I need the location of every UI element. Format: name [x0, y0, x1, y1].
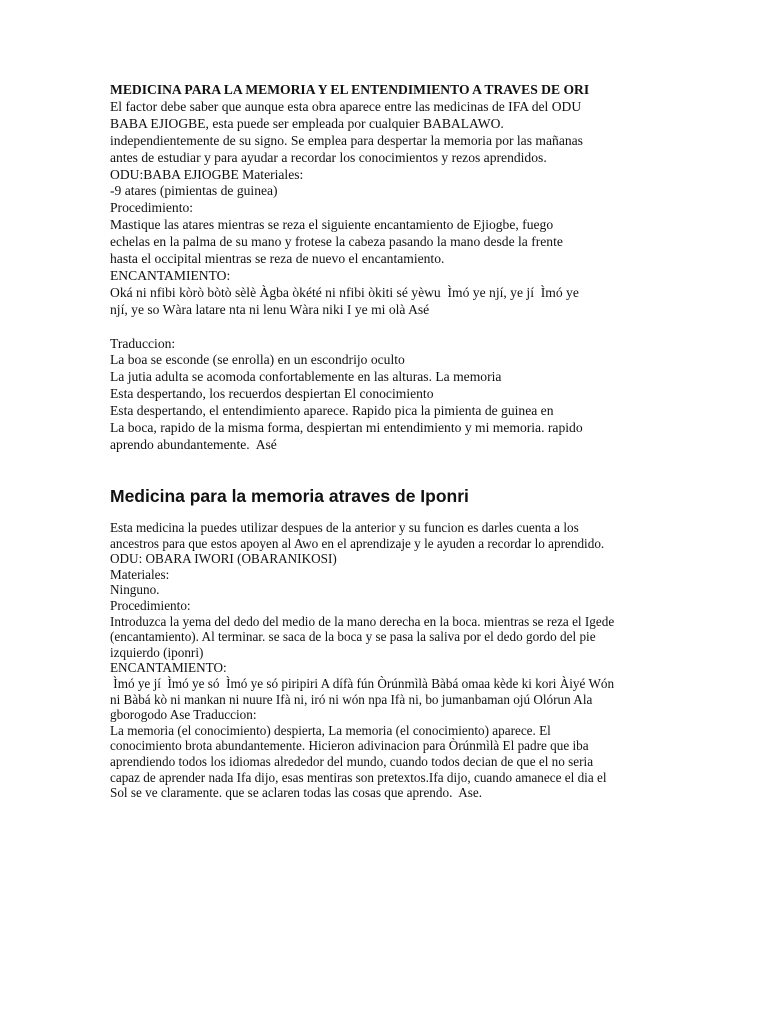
section-iponri-title: Medicina para la memoria atraves de Iponri — [110, 486, 469, 506]
text-line: hasta el occipital mientras se reza de nuevo el encantamiento. — [110, 251, 445, 267]
text-line: (encantamiento). Al terminar. se saca de la boca y se pasa la saliva por el dedo gordo del pie — [110, 629, 596, 645]
text-line: Procedimiento: — [110, 597, 191, 613]
text-line: aprendiendo todos los idiomas alrededor del mundo, cuando todos decian de que el no seria — [110, 753, 594, 769]
text-line: La memoria (el conocimiento) despierta, La memoria (el conocimiento) aparece. El — [110, 722, 551, 738]
section-ori — [110, 82, 670, 454]
text-line: izquierdo (iponri) — [110, 644, 204, 660]
text-line: Procedimiento: — [110, 200, 194, 216]
text-line: El factor debe saber que aunque esta obra aparece entre las medicinas de IFA del ODU — [110, 98, 582, 114]
text-line: njí, ye so Wàra latare nta ni lenu Wàra niki I ye mi olà Asé — [110, 301, 430, 317]
text-line: Materiales: — [110, 566, 170, 582]
text-line: Ìmó ye jí Ìmó ye só Ìmó ye só piripiri A dífà fún Òrúnmìlà Bàbá omaa kède ki kori Àiyé Wón — [110, 675, 615, 691]
text-line: La boca, rapido de la misma forma, despiertan mi entendimiento y mi memoria. rapido — [110, 420, 583, 436]
section-iponri-body — [110, 520, 670, 801]
text-line: Sol se ve claramente. que se aclaren todas las cosas que aprendo. Ase. — [110, 785, 483, 801]
text-line: La boa se esconde (se enrolla) en un escondrijo oculto — [110, 352, 405, 368]
text-line: independientemente de su signo. Se emplea para despertar la memoria por las mañanas — [110, 132, 583, 148]
text-line: gborogodo Ase Traduccion: — [110, 707, 257, 723]
text-line: ancestros para que estos apoyen al Awo en el aprendizaje y le ayuden a recordar lo aprendido. — [110, 535, 605, 551]
text-line: Introduzca la yema del dedo del medio de la mano derecha en la boca. mientras se reza el Igede — [110, 613, 615, 629]
text-line: Traduccion: — [110, 335, 176, 351]
text-line: conocimiento brota abundantemente. Hicieron adivinacion para Òrúnmìlà El padre que iba — [110, 738, 589, 754]
text-line: BABA EJIOGBE, esta puede ser empleada por cualquier BABALAWO. — [110, 115, 504, 131]
text-line: antes de estudiar y para ayudar a recordar los conocimientos y rezos aprendidos. — [110, 149, 547, 165]
section-ori-body — [110, 99, 670, 454]
section-iponri — [110, 485, 670, 801]
text-line: -9 atares (pimientas de guinea) — [110, 183, 278, 199]
text-line: Esta medicina la puedes utilizar despues de la anterior y su funcion es darles cuenta a los — [110, 520, 579, 535]
text-line: Ninguno. — [110, 582, 160, 598]
blank-line — [110, 319, 670, 336]
text-line: aprendo abundantemente. Asé — [110, 437, 277, 453]
text-line: Mastique las atares mientras se reza el siguiente encantamiento de Ejiogbe, fuego — [110, 217, 554, 233]
text-line: ODU: OBARA IWORI (OBARANIKOSI) — [110, 551, 337, 567]
text-line: ENCANTAMIENTO: — [110, 267, 231, 283]
section-ori-title: MEDICINA PARA LA MEMORIA Y EL ENTENDIMIENTO A TRAVES DE ORI — [110, 82, 590, 97]
text-line: capaz de aprender nada Ifa dijo, esas mentiras son pretextos.Ifa dijo, cuando amanece el dia el — [110, 769, 607, 785]
text-line: Esta despertando, los recuerdos despiertan El conocimiento — [110, 386, 434, 402]
text-line: Oká ni nfibi kòrò bòtò sèlè Àgba òkété ni nfibi òkiti sé yèwu Ìmó ye njí, ye jí Ìmó ye — [110, 284, 579, 300]
text-line: ODU:BABA EJIOGBE Materiales: — [110, 166, 304, 182]
text-line: La jutia adulta se acomoda confortablemente en las alturas. La memoria — [110, 369, 502, 385]
text-line: ni Bàbá kò ni mankan ni nuure Ifà ni, iró ni wón npa Ifà ni, bo jumanbaman ojú Olórun Ala — [110, 691, 593, 707]
text-line: Esta despertando, el entendimiento aparece. Rapido pica la pimienta de guinea en — [110, 403, 554, 419]
text-line: ENCANTAMIENTO: — [110, 660, 227, 676]
text-line: echelas en la palma de su mano y frotese la cabeza pasando la mano desde la frente — [110, 234, 563, 250]
